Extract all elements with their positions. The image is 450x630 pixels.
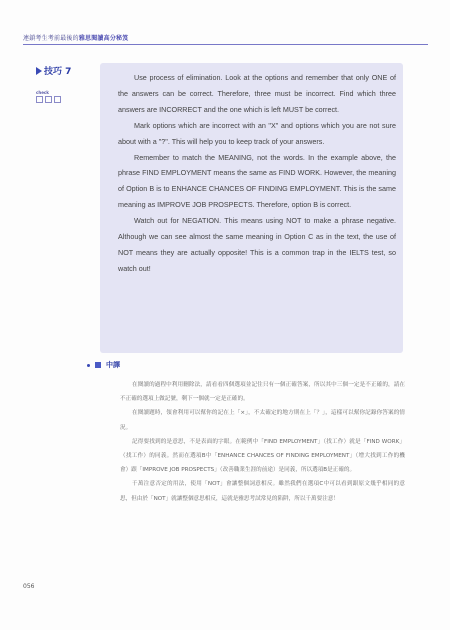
header-title-highlight: 雅思閱讀高分秘笈 bbox=[78, 35, 129, 42]
translation-paragraph: 千萬注意否定的用法，使用「NOT」會讓整個詞意相反。雖然我們在選項C中可以看到跟原文幾乎相同的意思，但由於「NOT」就讓整個意思相反，這就是雅思考試常見的陷阱，所以千萬要注意！ bbox=[120, 481, 405, 502]
check-label: check bbox=[36, 90, 49, 95]
tip-paragraph: Remember to match the MEANING, not the words. In the example above, the phrase FIND EMPLOYMENT means the same as FIND WORK. However, the meaning of Option B is to ENHANCE CHANCES OF FINDING EMPLOYMENT. This is the same meaning as IMPROVE JOB PROSPECTS. Therefore, option B is correct. bbox=[118, 152, 396, 210]
arrow-right-icon bbox=[36, 67, 42, 75]
translation-paragraph: 記得要找到的是意思，不是表面的字眼。在範例中「FIND EMPLOYMENT」（找工作）就是「FIND WORK」（找工作）的同義。然而在選項B中「ENHANCE CHANCES OF FINDING EMPLOYMENT」（增大找到工作的機會）跟「IMPROVE JOB PROSPECTS」（改善職業生涯的前途）是同義，所以選項B是正確的。 bbox=[120, 438, 405, 474]
tip-paragraph: Mark options which are incorrect with an "X" and options which you are not sure about with a "?". This will help you to keep track of your answers. bbox=[118, 120, 396, 146]
running-header bbox=[23, 33, 128, 42]
check-boxes bbox=[36, 96, 61, 103]
translation-text bbox=[120, 378, 405, 506]
header-title-prefix: 連鎖考生考前最後的 bbox=[23, 35, 79, 42]
page-number: 056 bbox=[23, 583, 35, 590]
bullet-dot-icon bbox=[87, 364, 90, 367]
square-marker-icon bbox=[95, 362, 101, 368]
translation-section-title bbox=[87, 360, 120, 370]
translation-title-text: 中譯 bbox=[106, 361, 120, 369]
checkbox-3[interactable] bbox=[54, 96, 61, 103]
translation-paragraph: 在閱讀題時，領會利用可以幫你的記在上「×」，不太確定的地方則在上「？」，這樣可以幫你記錄你答案的情況。 bbox=[120, 410, 405, 431]
header-divider bbox=[23, 44, 428, 45]
checkbox-1[interactable] bbox=[36, 96, 43, 103]
tip-paragraph: Use process of elimination. Look at the options and remember that only ONE of the answers can be correct. Therefore, three must be incorrect. Find which three answers are INCORRECT and the one which is left MUST be correct. bbox=[118, 73, 396, 114]
translation-paragraph: 在閱讀的過程中利用刪除法，請看看四個選項並記住只有一個正確答案，所以其中三個一定是不正確的，請在不正確的選項上做記號，剩下一個就一定是正確的。 bbox=[120, 382, 405, 403]
checkbox-2[interactable] bbox=[45, 96, 52, 103]
tip-badge-label: 技巧 7 bbox=[44, 67, 72, 77]
tip-text bbox=[118, 70, 396, 277]
tip-paragraph: Watch out for NEGATION. This means using NOT to make a phrase negative. Although we can see almost the same meaning in Option C as in the text, the use of NOT means they are actually opposite! This is a common trap in the IELTS test, so watch out! bbox=[118, 216, 396, 273]
tip-badge bbox=[36, 64, 71, 77]
